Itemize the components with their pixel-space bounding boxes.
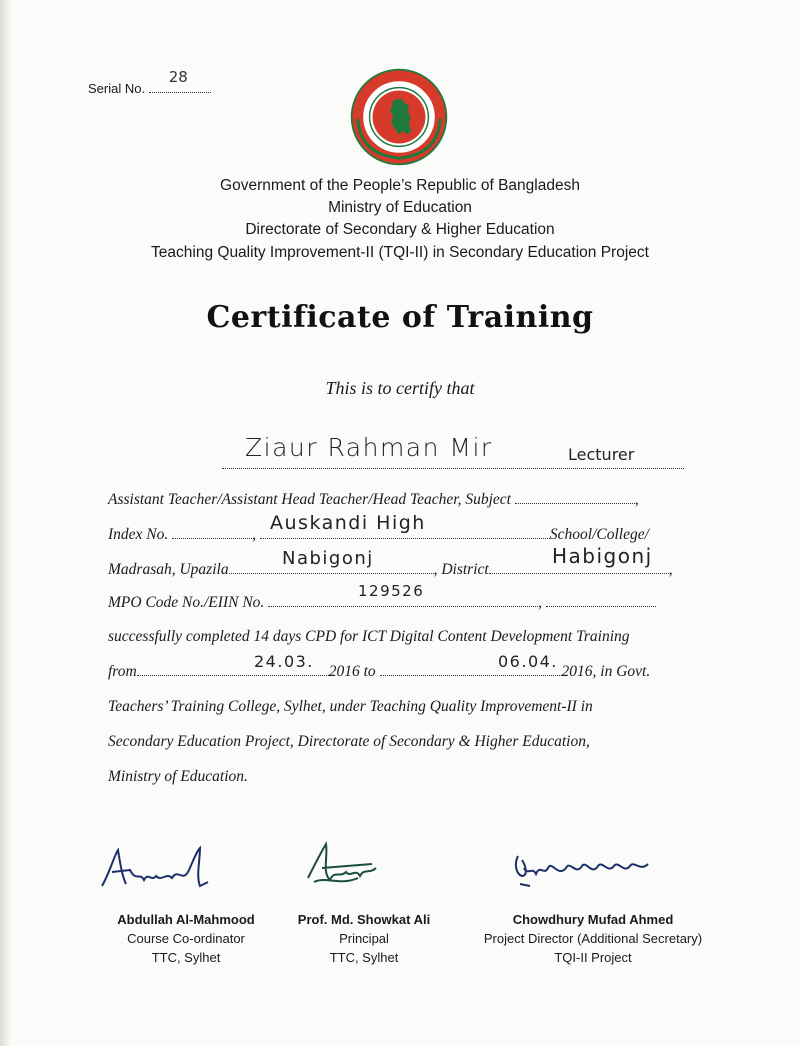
serial-number xyxy=(88,68,211,96)
signatory-course-coordinator: Abdullah Al-Mahmood Course Co-ordinator TTC, Sylhet xyxy=(117,912,255,965)
eiin-handwritten: 129526 xyxy=(358,582,425,600)
body-line-role: Assistant Teacher/Assistant Head Teacher/Head Teacher, Subject , xyxy=(108,491,639,508)
signatory-principal: Prof. Md. Showkat Ali Principal TTC, Sylhet xyxy=(297,912,431,965)
government-seal-icon xyxy=(350,68,448,166)
institution-handwritten: Auskandi High xyxy=(270,512,426,534)
header-project: Teaching Quality Improvement-II (TQI-II) in Secondary Education Project xyxy=(151,244,649,261)
from-date-handwritten: 24.03. xyxy=(254,652,314,671)
header-government: Government of the People’s Republic of Bangladesh xyxy=(220,177,580,194)
body-line-ministry: Ministry of Education. xyxy=(108,768,248,785)
header-ministry: Ministry of Education xyxy=(328,199,472,216)
body-line-upazila: Madrasah, Upazila , District , xyxy=(108,561,673,578)
header-directorate: Directorate of Secondary & Higher Education xyxy=(245,221,555,238)
signatory-project-director: Chowdhury Mufad Ahmed Project Director (Additional Secretary) TQI-II Project xyxy=(483,912,703,965)
certificate-title: Certificate of Training xyxy=(206,300,594,335)
body-line-dates: from 2016 to 2016, in Govt. xyxy=(108,663,651,680)
signature-2-icon xyxy=(300,838,390,890)
body-line-index: Index No. , School/College/ xyxy=(108,526,649,543)
signature-1-icon xyxy=(96,842,216,894)
signature-3-icon xyxy=(510,846,660,892)
to-date-handwritten: 06.04. xyxy=(498,652,558,671)
certify-text: This is to certify that xyxy=(325,378,475,398)
body-line-project: Secondary Education Project, Directorate of Secondary & Higher Education, xyxy=(108,733,590,750)
serial-label: Serial No. xyxy=(88,81,146,96)
body-line-completed: successfully completed 14 days CPD for ICT Digital Content Development Training xyxy=(108,628,630,645)
body-line-college: Teachers’ Training College, Sylhet, under Teaching Quality Improvement-II in xyxy=(108,698,593,715)
district-handwritten: Habigonj xyxy=(552,544,653,568)
recipient-name: Ziaur Rahman Mir xyxy=(245,433,493,462)
upazila-handwritten: Nabigonj xyxy=(282,548,374,569)
recipient-designation: Lecturer xyxy=(568,445,635,464)
body-line-eiin: MPO Code No./EIIN No. , xyxy=(108,593,698,613)
page-edge xyxy=(0,0,10,1046)
serial-value: 28 xyxy=(168,68,188,86)
